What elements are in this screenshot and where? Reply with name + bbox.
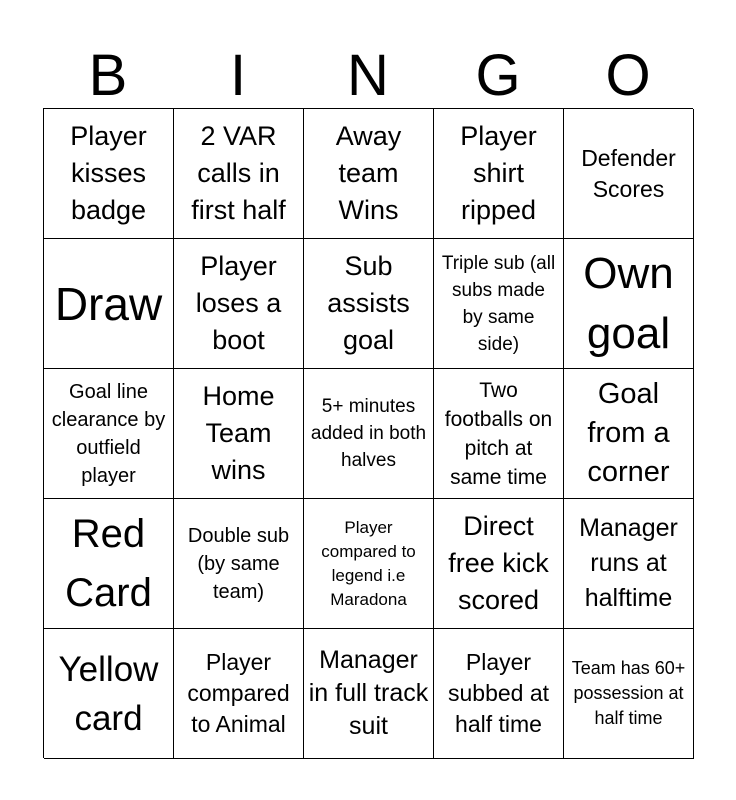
bingo-cell[interactable] <box>44 499 174 629</box>
bingo-cell[interactable] <box>564 499 694 629</box>
bingo-cell[interactable] <box>304 109 434 239</box>
bingo-board <box>43 108 693 758</box>
header-letter-b: B <box>88 43 128 108</box>
cell-text: Red Card <box>65 511 152 615</box>
cell-text: 5+ minutes added in both halves <box>310 396 427 471</box>
cell-text: Home Team wins <box>202 381 275 485</box>
bingo-cell[interactable] <box>174 109 304 239</box>
bingo-cell[interactable] <box>434 239 564 369</box>
bingo-cell[interactable] <box>434 369 564 499</box>
bingo-cell[interactable] <box>304 239 434 369</box>
bingo-cell[interactable] <box>44 629 174 759</box>
cell-text: Draw <box>54 277 163 330</box>
cell-text: Team has 60+ possession at half time <box>571 658 686 728</box>
cell-text: Player compared to legend i.e Maradona <box>321 517 416 609</box>
bingo-cell[interactable] <box>434 109 564 239</box>
cell-text: Manager in full track suit <box>308 646 429 740</box>
bingo-cell[interactable] <box>174 499 304 629</box>
cell-text: Goal line clearance by outfield player <box>51 380 166 487</box>
bingo-cell[interactable] <box>564 369 694 499</box>
cell-text: Player loses a boot <box>195 251 282 355</box>
header-letter-n: N <box>347 43 389 108</box>
bingo-cell[interactable] <box>564 629 694 759</box>
bingo-cell[interactable] <box>44 109 174 239</box>
bingo-cell[interactable] <box>304 629 434 759</box>
cell-text: 2 VAR calls in first half <box>191 121 286 225</box>
header-letter-o: O <box>605 43 651 108</box>
cell-text: Player shirt ripped <box>460 121 537 225</box>
bingo-cell[interactable] <box>44 239 174 369</box>
cell-text: Direct free kick scored <box>448 511 549 615</box>
cell-text: Player kisses badge <box>70 121 147 225</box>
bingo-cell[interactable] <box>304 499 434 629</box>
cell-text: Away team Wins <box>335 121 402 225</box>
cell-text: Two footballs on pitch at same time <box>444 378 553 489</box>
cell-text: Sub assists goal <box>327 251 410 355</box>
cell-text: Triple sub (all subs made by same side) <box>441 252 556 355</box>
bingo-cell[interactable] <box>434 499 564 629</box>
cell-text: Defender Scores <box>581 144 676 202</box>
bingo-cell[interactable] <box>304 369 434 499</box>
header-letter-i: I <box>229 43 247 108</box>
bingo-cell[interactable] <box>174 239 304 369</box>
header-letter-g: G <box>475 43 521 108</box>
cell-text: Own goal <box>583 248 674 358</box>
bingo-header <box>43 44 693 108</box>
cell-text: Yellow card <box>58 649 159 738</box>
bingo-cell[interactable] <box>174 629 304 759</box>
bingo-cell[interactable] <box>564 239 694 369</box>
cell-text: Goal from a corner <box>587 378 670 488</box>
cell-text: Player compared to Animal <box>187 649 290 737</box>
bingo-cell[interactable] <box>434 629 564 759</box>
bingo-cell[interactable] <box>564 109 694 239</box>
cell-text: Double sub (by same team) <box>187 524 290 603</box>
cell-text: Player subbed at half time <box>447 649 550 737</box>
bingo-cell[interactable] <box>174 369 304 499</box>
bingo-cell[interactable] <box>44 369 174 499</box>
cell-text: Manager runs at halftime <box>579 514 678 612</box>
